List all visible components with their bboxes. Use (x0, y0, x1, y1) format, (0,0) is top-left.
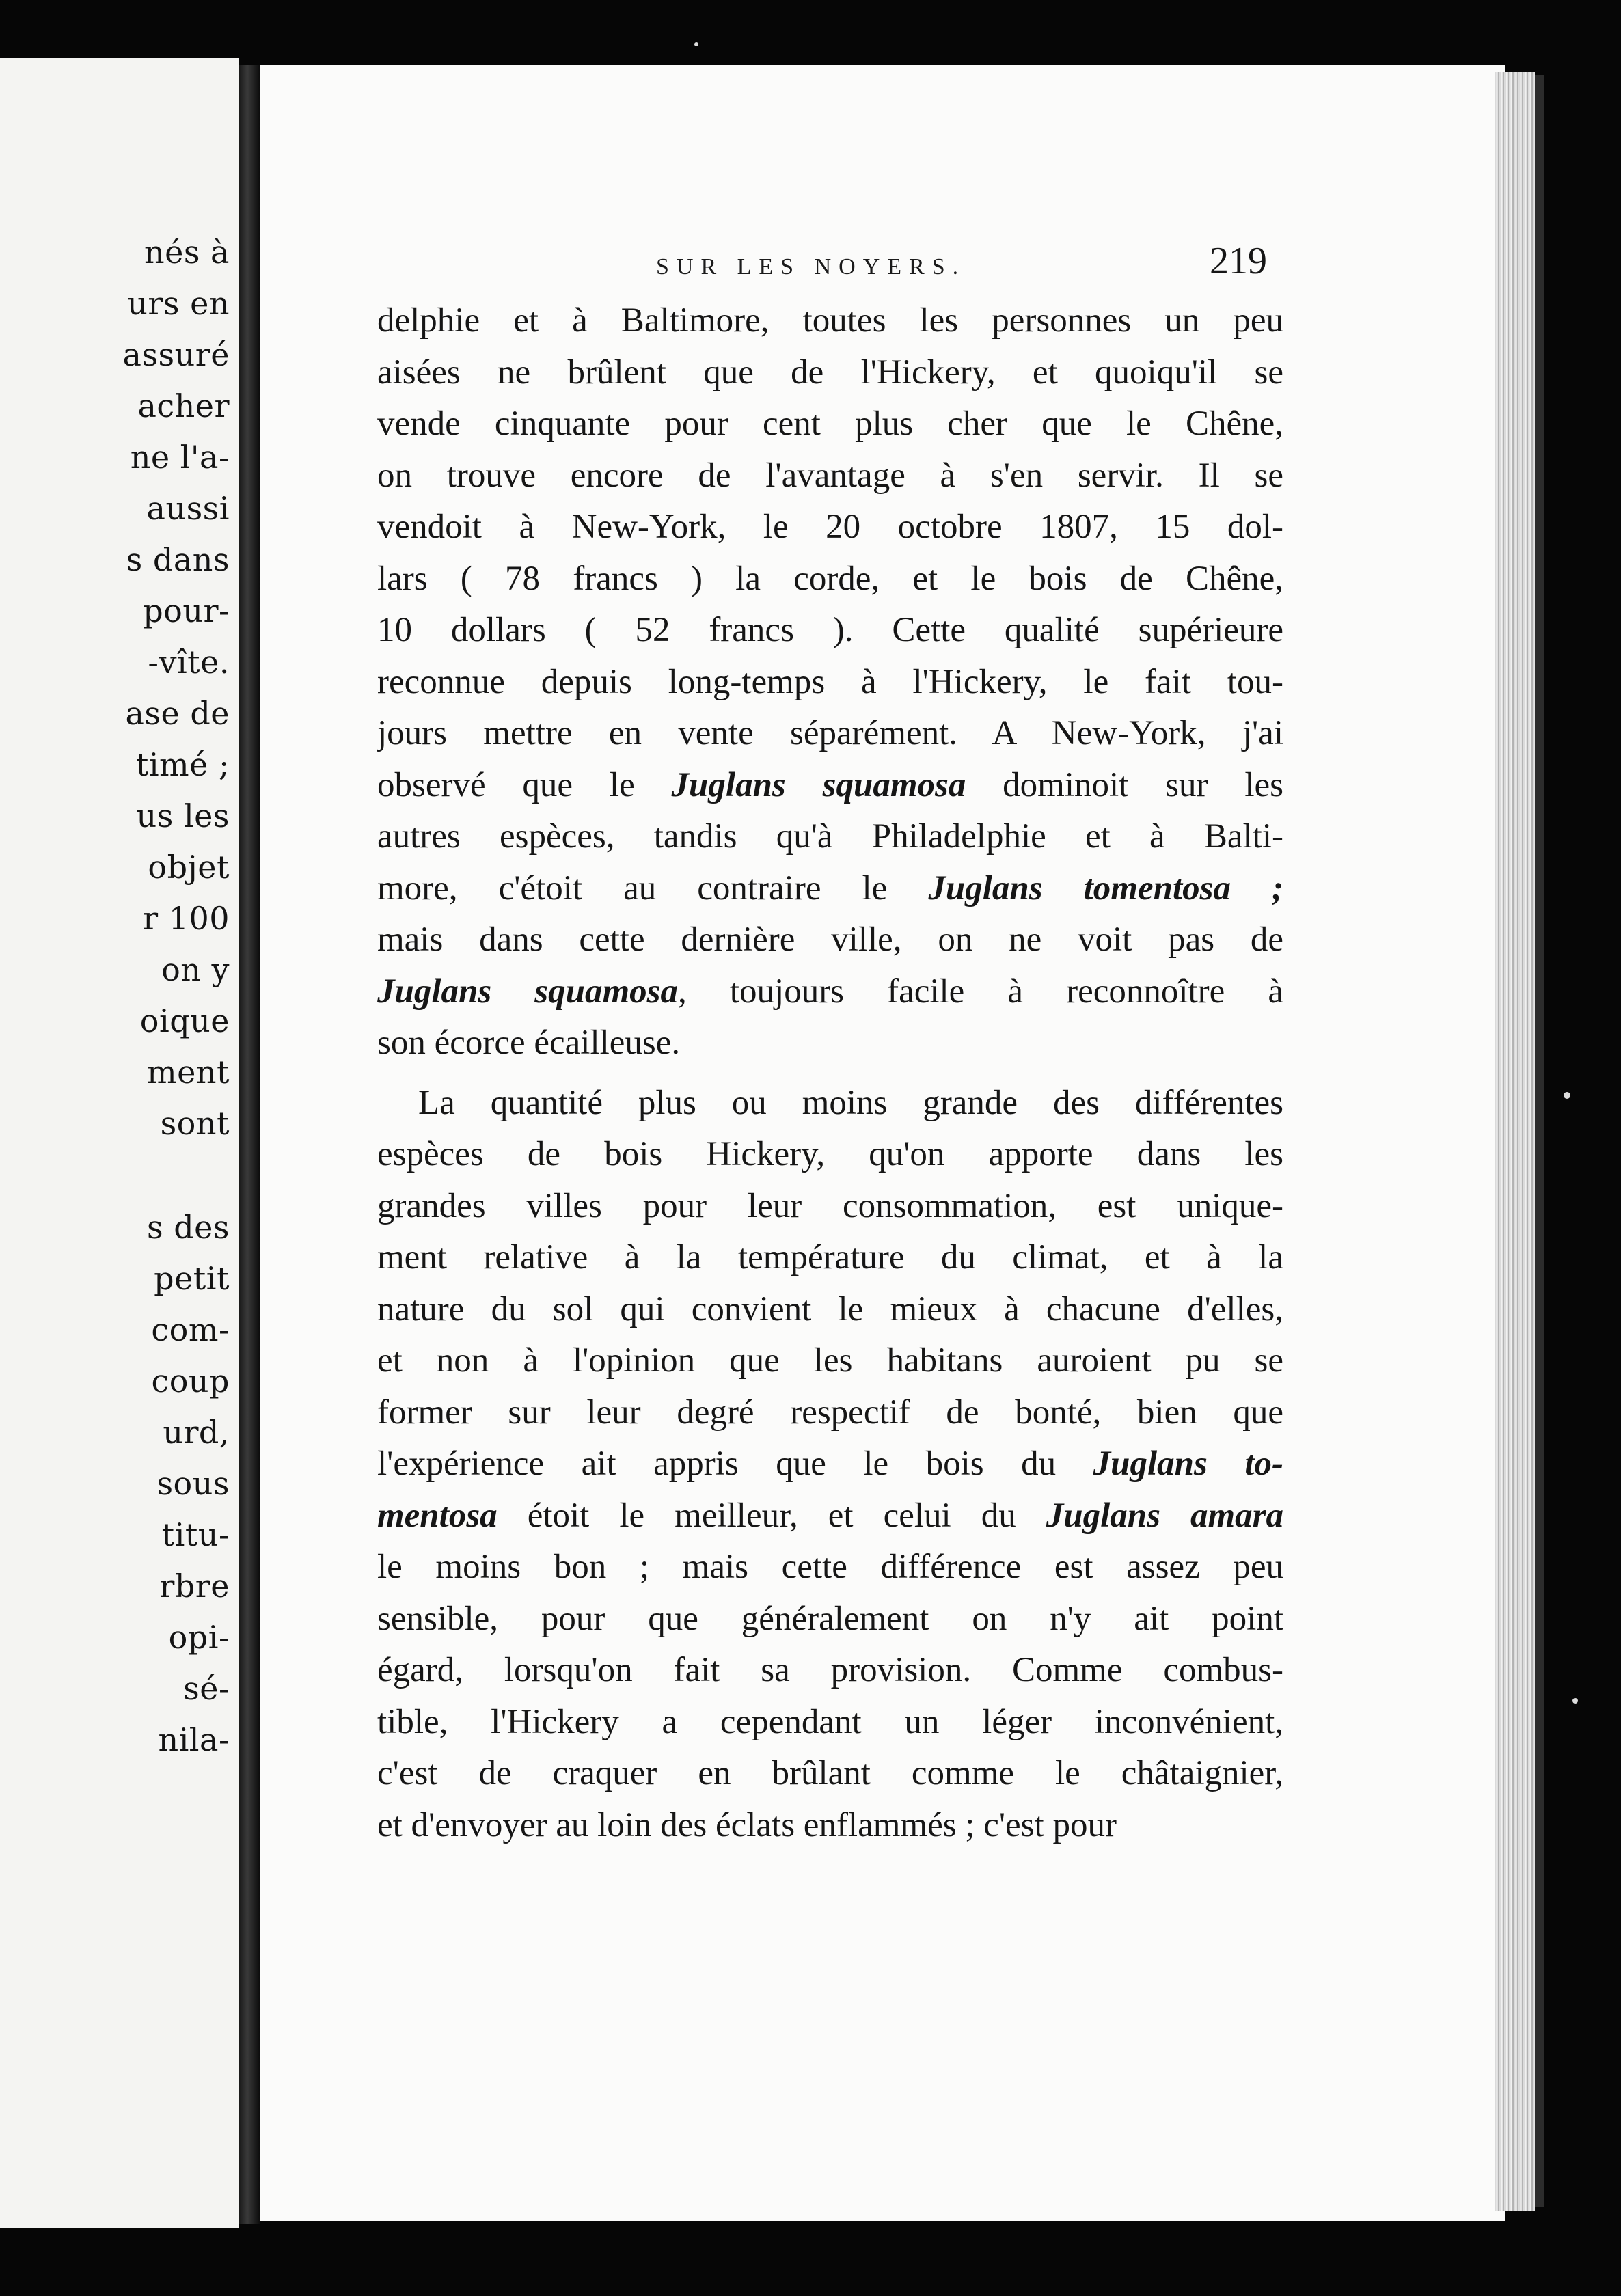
left-page-line: rbre (159, 1568, 230, 1604)
left-page-line: urs en (127, 285, 230, 322)
running-head: SUR LES NOYERS. (656, 254, 966, 279)
italic-species-name: Juglans squamosa (377, 972, 679, 1011)
italic-species-name: mentosa (377, 1496, 498, 1535)
text-run: le moins bon ; mais cette différence est assez peu (377, 1548, 1283, 1586)
text-line (377, 295, 1283, 347)
text-line (377, 914, 1283, 966)
text-line (377, 1284, 1283, 1336)
italic-species-name: Juglans amara (1046, 1496, 1283, 1535)
text-line (377, 1017, 1283, 1069)
text-run: son écorce écailleuse. (377, 1024, 681, 1062)
text-run: ment relative à la température du climat, et à la (377, 1238, 1283, 1276)
left-page-line: sont (160, 1105, 230, 1142)
body-text (377, 295, 1283, 1851)
text-run: espèces de bois Hickery, qu'on apporte dans les (377, 1135, 1283, 1173)
left-page-line: s des (146, 1209, 230, 1246)
text-run: égard, lorsqu'on fait sa provision. Comme combus- (377, 1651, 1283, 1689)
text-run: et non à l'opinion que les habitans auroient pu se (377, 1341, 1283, 1380)
book-gutter (239, 65, 260, 2224)
text-run: former sur leur degré respectif de bonté, bien que (377, 1393, 1283, 1432)
text-line (377, 1232, 1283, 1284)
text-line (377, 1594, 1283, 1645)
text-run: l'expérience ait appris que le bois du (377, 1445, 1093, 1483)
text-line (377, 760, 1283, 812)
left-page-line: objet (148, 849, 230, 886)
text-line (377, 1490, 1283, 1542)
text-line (377, 1181, 1283, 1233)
text-run: lars ( 78 francs ) la corde, et le bois de Chêne, (377, 559, 1283, 598)
page-edges (1495, 72, 1535, 2211)
text-run: grandes villes pour leur consommation, est unique- (377, 1186, 1283, 1225)
left-page-line: us les (136, 797, 230, 834)
text-run: étoit le meilleur, et celui du (497, 1496, 1046, 1535)
text-run: jours mettre en vente séparément. A New-York, j'ai (377, 714, 1283, 752)
text-run: 10 dollars ( 52 francs ). Cette qualité supérieure (377, 611, 1283, 649)
text-run: more, c'étoit au contraire le (377, 869, 929, 907)
text-run: aisées ne brûlent que de l'Hickery, et quoiqu'il se (377, 353, 1283, 392)
text-run: nature du sol qui convient le mieux à chacune d'elles, (377, 1289, 1283, 1328)
text-line (377, 1748, 1283, 1800)
text-run: observé que le (377, 765, 672, 804)
scan-speck (1572, 1698, 1578, 1704)
left-page-line: urd, (163, 1414, 230, 1451)
text-run: La quantité plus ou moins grande des différentes (418, 1083, 1283, 1122)
left-page-line: opi- (168, 1619, 230, 1656)
left-page-line: sous (156, 1465, 230, 1502)
text-run: mais dans cette dernière ville, on ne voit pas de (377, 920, 1283, 959)
text-line (377, 863, 1283, 915)
text-run: sensible, pour que généralement on n'y ait point (377, 1599, 1283, 1638)
left-page-line: oique (139, 1002, 230, 1039)
text-run: reconnue depuis long-temps à l'Hickery, le fait tou- (377, 662, 1283, 701)
left-page-line: nés à (144, 234, 230, 271)
text-line (377, 554, 1283, 605)
left-page-line: coup (151, 1363, 230, 1399)
text-line (377, 605, 1283, 657)
left-facing-page (0, 58, 239, 2228)
text-line (377, 1800, 1283, 1852)
left-page-line: assuré (122, 336, 230, 373)
text-run: dominoit sur les (966, 765, 1283, 804)
text-line (377, 966, 1283, 1018)
text-line (377, 1129, 1283, 1181)
left-page-line: titu- (161, 1516, 230, 1553)
text-line (377, 1645, 1283, 1697)
left-page-line: on y (161, 951, 230, 988)
paragraph-gap (377, 1069, 1283, 1078)
text-run: et d'envoyer au loin des éclats enflammés ; c'est pour (377, 1805, 1117, 1844)
left-page-line: pour- (143, 592, 230, 629)
text-line (377, 1078, 1283, 1130)
left-page-line: -vîte. (148, 644, 230, 681)
text-line (377, 347, 1283, 399)
text-run: c'est de craquer en brûlant comme le châtaignier, (377, 1754, 1283, 1792)
text-line (377, 1697, 1283, 1749)
text-line (377, 1542, 1283, 1594)
text-line (377, 1387, 1283, 1439)
text-line (377, 502, 1283, 554)
left-page-line: aussi (146, 490, 230, 527)
italic-species-name: Juglans tomentosa ; (928, 869, 1283, 907)
text-line (377, 708, 1283, 760)
left-page-line: acher (137, 387, 230, 424)
left-page-line: r 100 (143, 900, 230, 937)
italic-species-name: Juglans to- (1093, 1445, 1283, 1483)
text-run: , toujours facile à reconnoître à (678, 972, 1283, 1011)
scan-speck (1564, 1092, 1570, 1099)
text-line (377, 1335, 1283, 1387)
page-edges-shadow (1535, 75, 1544, 2207)
left-page-line: com- (151, 1311, 230, 1348)
left-page-line: s dans (126, 541, 230, 578)
text-line (377, 398, 1283, 450)
left-page-line: ase de (125, 695, 230, 732)
left-page-line: timé ; (135, 746, 230, 783)
page-number: 219 (1210, 240, 1267, 282)
text-line (377, 811, 1283, 863)
text-run: on trouve encore de l'avantage à s'en servir. Il se (377, 456, 1283, 495)
text-run: delphie et à Baltimore, toutes les personnes un peu (377, 301, 1283, 340)
italic-species-name: Juglans squamosa (671, 765, 966, 804)
text-line (377, 1438, 1283, 1490)
left-page-line: petit (154, 1260, 230, 1297)
text-run: autres espèces, tandis qu'à Philadelphie et à Balti- (377, 817, 1283, 856)
text-run: tible, l'Hickery a cependant un léger inconvénient, (377, 1702, 1283, 1741)
scan-speck (694, 42, 698, 46)
left-page-line: ne l'a- (130, 439, 230, 476)
left-page-line: sé- (183, 1670, 230, 1707)
text-run: vende cinquante pour cent plus cher que le Chêne, (377, 405, 1283, 443)
left-page-line: nila- (158, 1721, 230, 1758)
text-line (377, 657, 1283, 709)
text-line (377, 450, 1283, 502)
left-page-line: ment (147, 1054, 230, 1091)
text-run: vendoit à New-York, le 20 octobre 1807, 15 dol- (377, 508, 1283, 546)
